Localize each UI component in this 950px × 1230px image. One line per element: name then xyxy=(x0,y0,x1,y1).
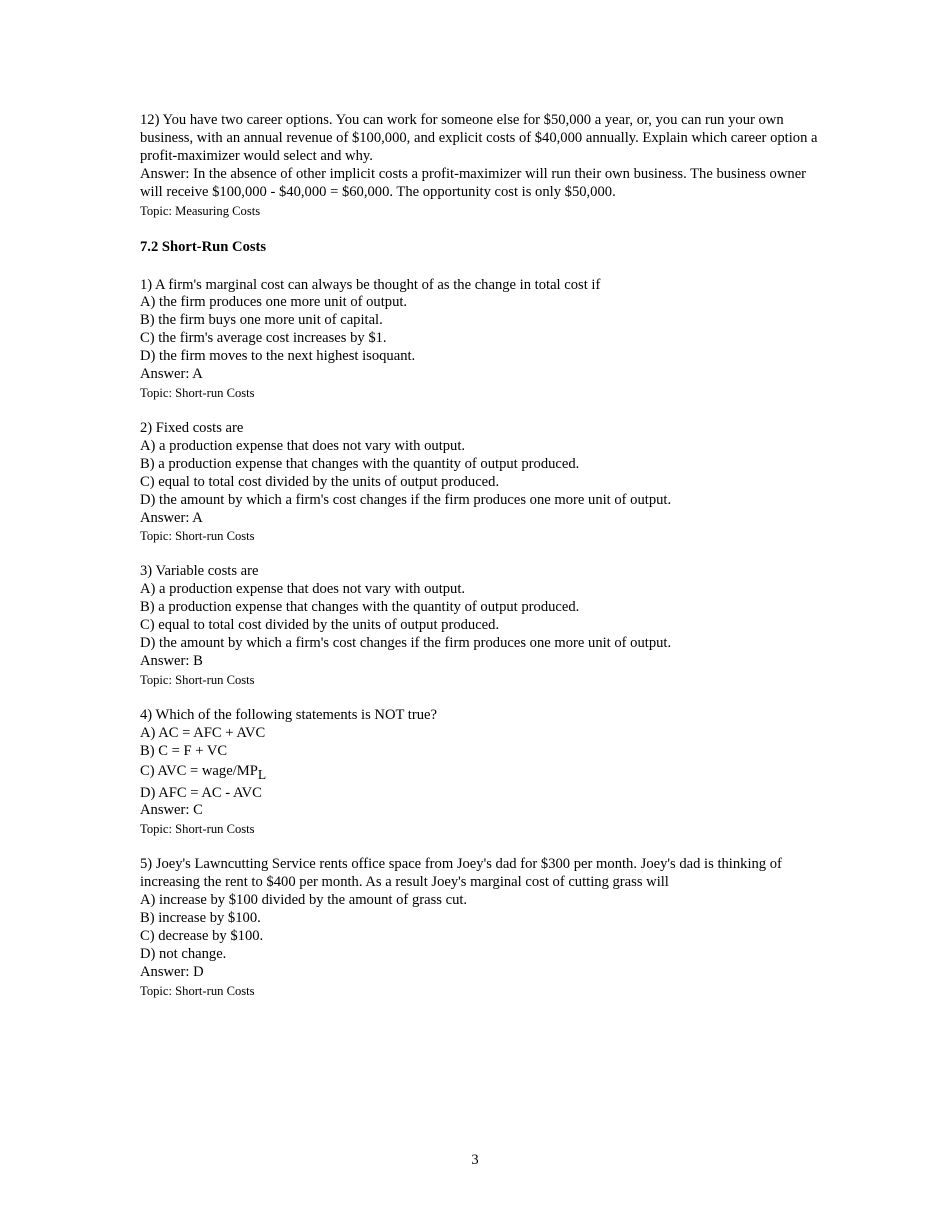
option-b: B) C = F + VC xyxy=(140,742,228,759)
option-a: A) the firm produces one more unit of output. xyxy=(140,294,408,311)
option-a: A) a production expense that does not vary with output. xyxy=(140,581,466,598)
topic-text: Topic: Short-run Costs xyxy=(140,385,255,400)
question-text: 1) A firm's marginal cost can always be thought of as the change in total cost if xyxy=(140,276,601,293)
option-d: D) the amount by which a firm's cost changes if the firm produces one more unit of output. xyxy=(140,635,672,652)
question-text: 12) You have two career options. You can work for someone else for $50,000 a year, or, you can run your own business, with an annual revenue of $100,000, and explicit costs of $40,000 annually. Explain which career option a profit-maximizer would select and why. xyxy=(140,112,818,164)
option-d: D) AFC = AC - AVC xyxy=(140,784,262,801)
option-a: A) AC = AFC + AVC xyxy=(140,724,266,741)
topic-text: Topic: Short-run Costs xyxy=(140,822,255,837)
option-b: B) increase by $100. xyxy=(140,910,261,927)
question-3 xyxy=(140,563,820,688)
answer-text: Answer: In the absence of other implicit costs a profit-maximizer will run their own business. The business owner will receive $100,000 - $40,000 = $60,000. The opportunity cost is only $50,000. xyxy=(140,165,807,200)
answer-text: Answer: A xyxy=(140,366,203,383)
topic-text: Topic: Short-run Costs xyxy=(140,672,255,687)
option-c-text: C) AVC = wage/MP xyxy=(140,762,258,779)
question-text: 4) Which of the following statements is NOT true? xyxy=(140,706,437,723)
question-4 xyxy=(140,707,820,839)
subscript-l: L xyxy=(257,766,267,782)
section-heading: 7.2 Short-Run Costs xyxy=(140,238,267,255)
option-d: D) the firm moves to the next highest isoquant. xyxy=(140,348,416,365)
document-page xyxy=(140,112,820,1018)
option-a: A) a production expense that does not vary with output. xyxy=(140,437,466,454)
question-text: 5) Joey's Lawncutting Service rents office space from Joey's dad for $300 per month. Joey's dad is thinking of increasing the rent to $400 per month. As a result Joey's marginal cost of cutting grass will xyxy=(140,856,782,891)
option-c: C) decrease by $100. xyxy=(140,928,264,944)
option-b: B) a production expense that changes with the quantity of output produced. xyxy=(140,599,580,616)
answer-text: Answer: B xyxy=(140,652,203,669)
option-d: D) not change. xyxy=(140,945,227,962)
answer-text: Answer: A xyxy=(140,509,203,526)
question-2 xyxy=(140,420,820,545)
page-number: 3 xyxy=(471,1152,479,1168)
question-1 xyxy=(140,277,820,402)
question-12 xyxy=(140,112,820,220)
answer-text: Answer: D xyxy=(140,963,204,980)
topic-text: Topic: Short-run Costs xyxy=(140,983,255,998)
question-text: 2) Fixed costs are xyxy=(140,419,244,436)
option-a: A) increase by $100 divided by the amount of grass cut. xyxy=(140,892,468,909)
option-c: C) the firm's average cost increases by $1. xyxy=(140,330,387,347)
option-b: B) a production expense that changes with the quantity of output produced. xyxy=(140,455,580,472)
option-b: B) the firm buys one more unit of capital. xyxy=(140,312,383,329)
question-5 xyxy=(140,856,820,999)
topic-text: Topic: Short-run Costs xyxy=(140,529,255,544)
option-d: D) the amount by which a firm's cost changes if the firm produces one more unit of output. xyxy=(140,491,672,508)
answer-text: Answer: C xyxy=(140,802,203,819)
topic-text: Topic: Measuring Costs xyxy=(140,203,261,218)
question-text: 3) Variable costs are xyxy=(140,563,259,580)
option-c: C) equal to total cost divided by the units of output produced. xyxy=(140,473,500,490)
option-c: C) equal to total cost divided by the units of output produced. xyxy=(140,617,500,634)
option-c xyxy=(140,761,820,785)
